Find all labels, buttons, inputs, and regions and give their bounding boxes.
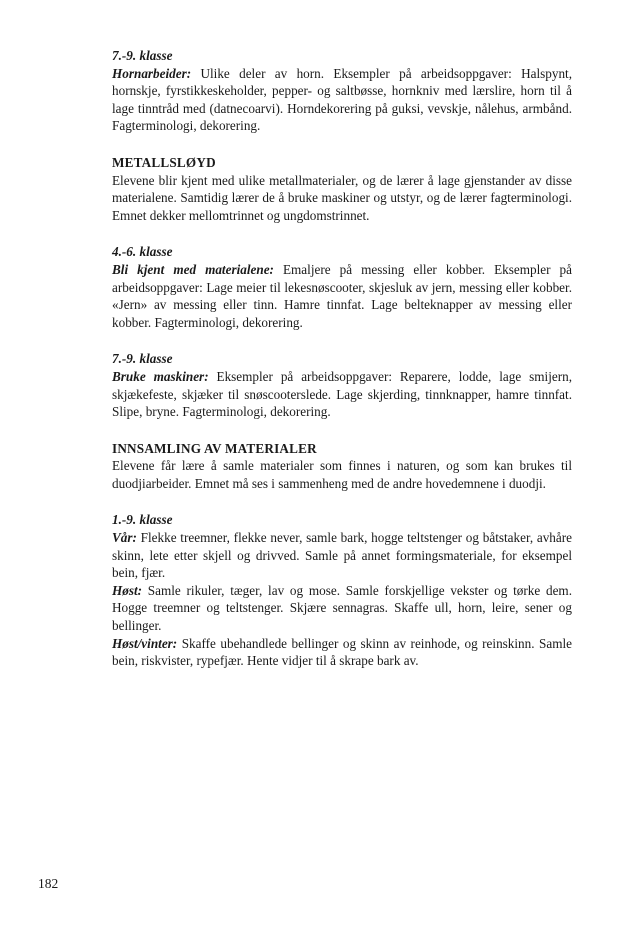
paragraph-text: Ulike deler av horn. Eksempler på arbeidsoppgaver: Halspynt, hornskje, fyrstikkeskeholder, pepper- og saltbøsse, hornkniv med lærslire, horn til å lage tinntråd med (datnecoarvi). Horndekorering på guksi, vevskje, nålehus, armbånd. Fagterminologi, dekorering.	[112, 65, 572, 134]
page-number: 182	[38, 876, 59, 891]
topic-label: Bruke maskiner:	[112, 368, 209, 384]
paragraph	[112, 65, 572, 135]
topic-label: Hornarbeider:	[112, 65, 192, 81]
topic-label: Høst:	[112, 582, 143, 598]
grade-heading: 1.-9. klasse	[112, 512, 173, 528]
topic-label: Vår:	[112, 530, 137, 546]
section-heading: METALLSLØYD	[112, 154, 216, 170]
paragraph-text: Elevene får lære å samle materialer som finnes i naturen, og som kan brukes til duodjiarbeider. Emnet må ses i sammenheng med de andre hovedemnene i duodji.	[112, 458, 572, 491]
section-metall-7-9	[112, 350, 572, 420]
grade-heading: 7.-9. klasse	[112, 48, 173, 63]
document-body	[112, 47, 572, 689]
paragraph-text: Flekke treemner, flekke never, samle bark, hogge teltstenger og båtstaker, avhåre skinn, lete etter skjell og drivved. Samle på annet formingsmateriale, for eksempel bein, fjær.	[112, 530, 572, 581]
paragraph	[112, 529, 572, 582]
paragraph	[112, 635, 572, 670]
paragraph	[112, 368, 572, 421]
section-horn-7-9	[112, 47, 572, 135]
grade-heading: 4.-6. klasse	[112, 244, 173, 260]
paragraph-text: Skaffe ubehandlede bellinger og skinn av reinhode, og reinskinn. Samle bein, riskvister, rypefjær. Hente vidjer til å skrape bark av.	[112, 635, 572, 669]
paragraph-text: Elevene blir kjent med ulike metallmaterialer, og de lærer å lage gjenstander av disse materialene. Samtidig lærer de å bruke maskiner og utstyr, og de lærer fagterminologi. Emnet dekker mellomtrinnet og ungdomstrinnet.	[112, 172, 572, 223]
section-metall-4-6	[112, 243, 572, 331]
grade-heading: 7.-9. klasse	[112, 351, 173, 367]
paragraph-text: Eksempler på arbeidsoppgaver: Reparere, lodde, lage smijern, skjækefeste, skjæker til snøscooterslede. Lage skjerding, tinnknapper, hamre tinnfat. Slipe, bryne. Fagterminologi, dekorering.	[112, 368, 572, 420]
paragraph-text: Emaljere på messing eller kobber. Eksempler på arbeidsoppgaver: Lage meier til lekesnøscooter, skjesluk av jern, messing eller kobber. «Jern» av messing eller tinn. Hamre tinnfat. Lage belteknapper av messing eller kobber. Fagterminologi, dekorering.	[112, 261, 572, 330]
section-innsamling	[112, 440, 572, 493]
section-heading: INNSAMLING AV MATERIALER	[112, 440, 317, 456]
section-innsamling-1-9	[112, 511, 572, 669]
topic-label: Høst/vinter:	[112, 635, 178, 651]
topic-label: Bli kjent med materialene:	[112, 261, 274, 277]
paragraph	[112, 261, 572, 331]
paragraph-text: Samle rikuler, tæger, lav og mose. Samle forskjellige vekster og tørke dem. Hogge treemner og teltstenger. Skjære sennagras. Skaffe ull, horn, leire, sener og bellinger.	[112, 582, 572, 634]
paragraph	[112, 582, 572, 635]
section-metallsloyd	[112, 154, 572, 224]
